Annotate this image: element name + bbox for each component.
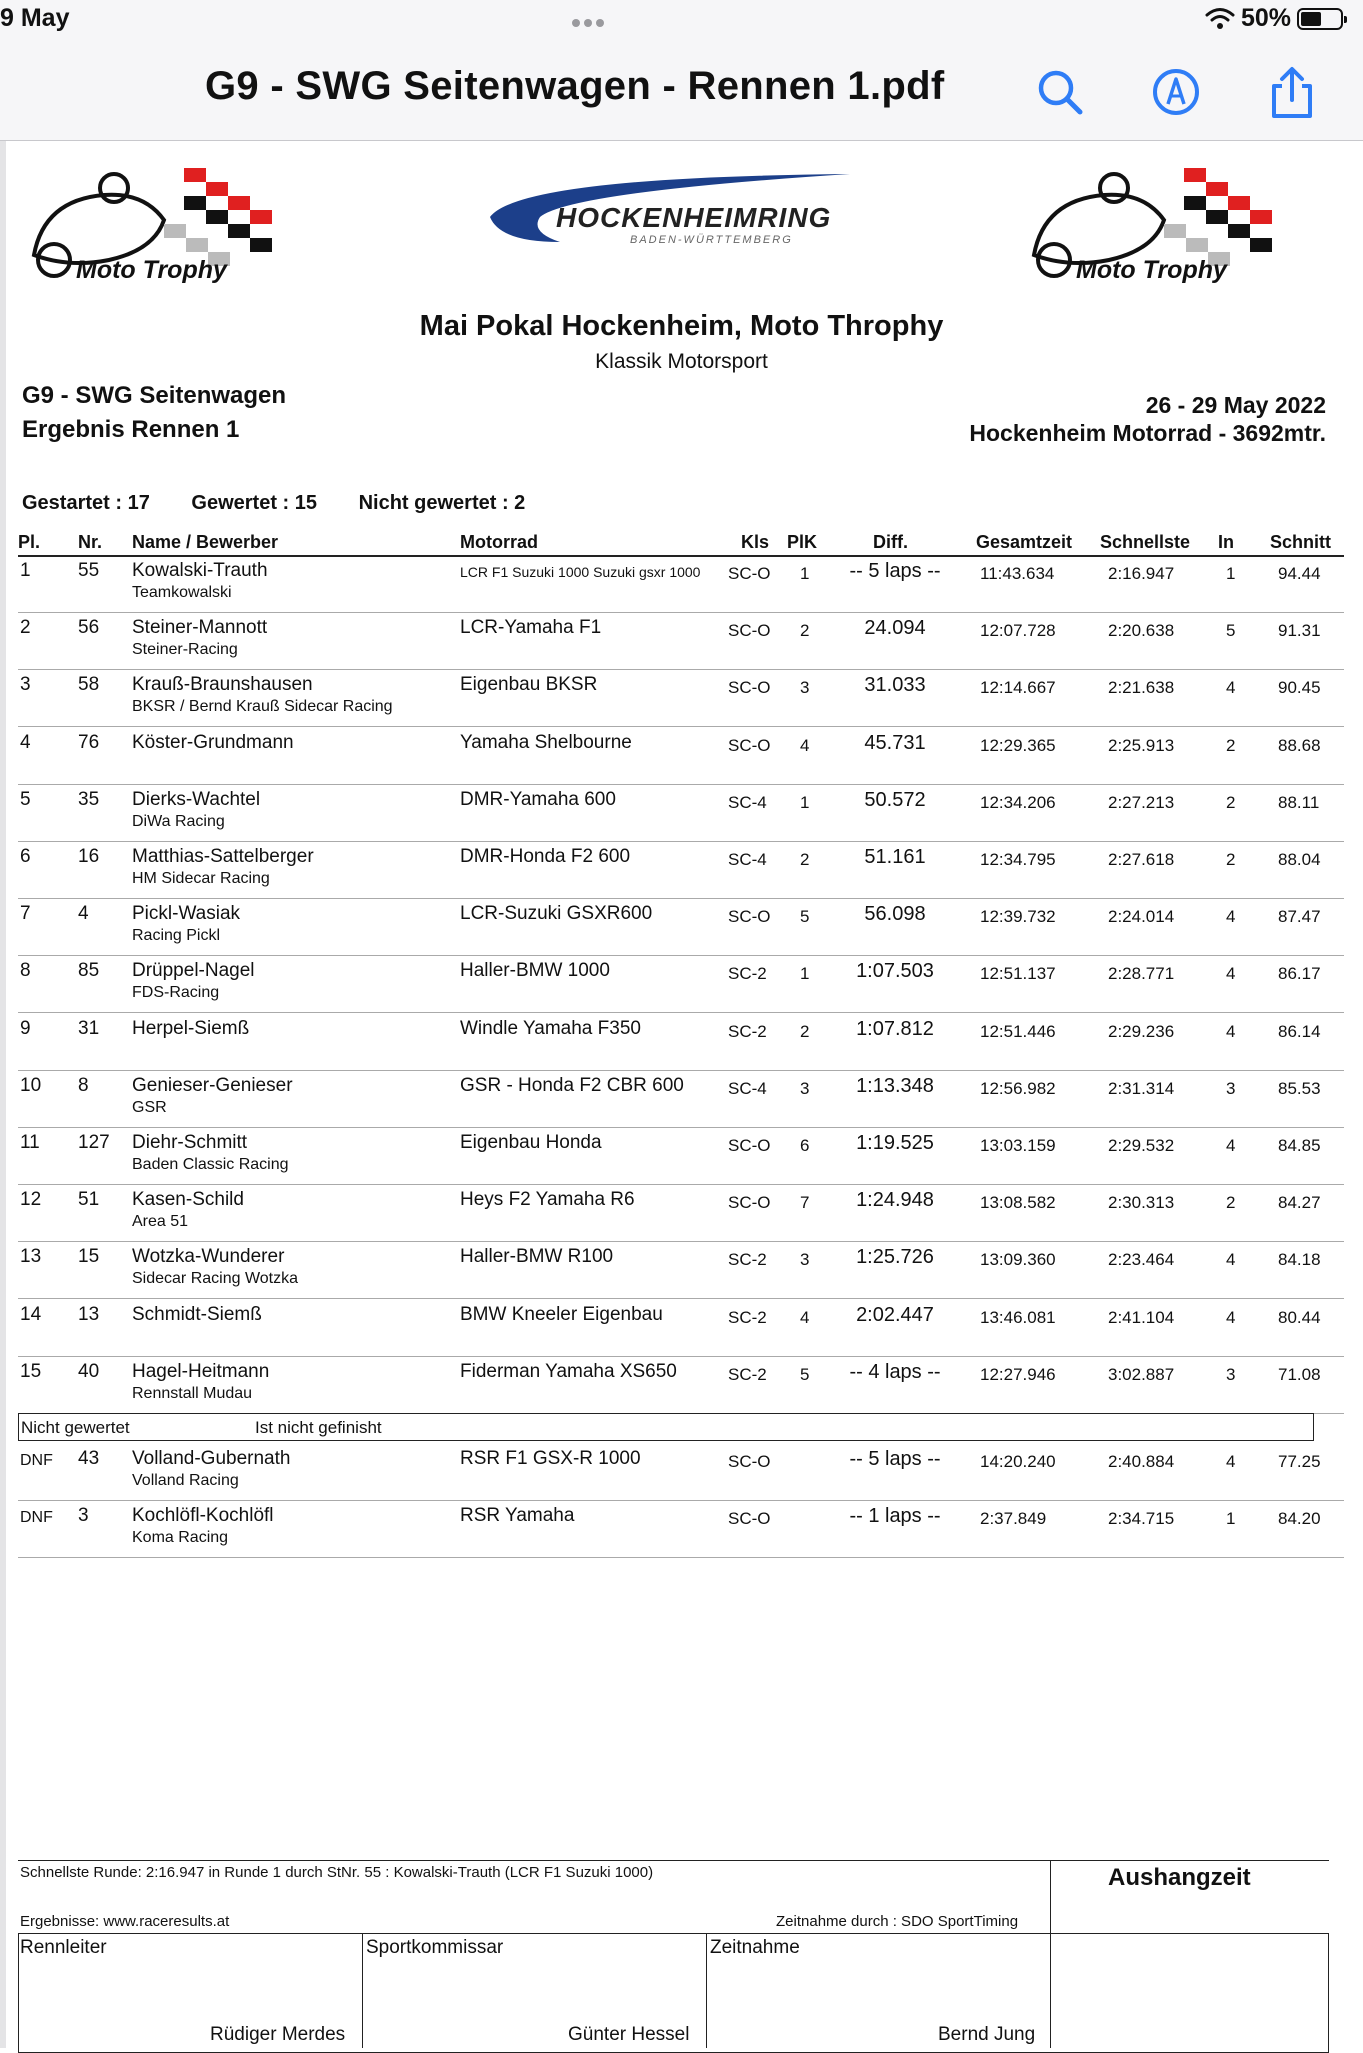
start-number: 35	[78, 788, 100, 810]
event-title: Mai Pokal Hockenheim, Moto Throphy	[419, 310, 944, 342]
start-number: 31	[78, 1017, 100, 1039]
team-name: HM Sidecar Racing	[132, 870, 270, 887]
class-place: 3	[800, 678, 810, 698]
fastest-in-lap: 3	[1226, 1078, 1236, 1098]
average-speed: 88.68	[1278, 735, 1321, 755]
fastest-in-lap: 4	[1226, 1452, 1236, 1471]
start-number: 16	[78, 846, 100, 867]
team-name: Steiner-Racing	[132, 641, 238, 659]
table-row	[0, 1185, 1363, 1242]
motorcycle: DMR-Yamaha 600	[460, 788, 616, 810]
average-speed: 80.44	[1278, 1307, 1321, 1327]
place: 13	[20, 1246, 42, 1268]
driver-name: Hagel-Heitmann	[132, 1360, 270, 1382]
place: 8	[20, 960, 31, 982]
place: 10	[20, 1074, 42, 1096]
col-fast: Schnellste	[1100, 532, 1191, 552]
share-icon[interactable]	[1264, 64, 1320, 120]
fastest-lap: 2:31.314	[1108, 1078, 1175, 1098]
difference: -- 5 laps --	[849, 1448, 941, 1470]
signature-divider-1	[362, 1933, 363, 2048]
start-number: 8	[78, 1074, 89, 1096]
total-time: 12:14.667	[980, 678, 1056, 698]
total-time: 12:07.728	[980, 621, 1056, 641]
driver-name: Schmidt-Siemß	[132, 1303, 262, 1325]
team-name: Racing Pickl	[132, 927, 221, 945]
motorcycle: Eigenbau BKSR	[460, 674, 598, 696]
fastest-in-lap: 2	[1226, 735, 1236, 755]
started-count: Gestartet : 17	[22, 492, 150, 514]
class-place: 1	[800, 964, 810, 984]
class-place: 6	[800, 1136, 810, 1155]
fastest-in-lap: 2	[1226, 850, 1236, 869]
difference: 45.731	[864, 731, 926, 754]
fastest-in-lap: 5	[1226, 621, 1236, 641]
class-place: 1	[800, 792, 810, 812]
fastest-lap: 2:20.638	[1108, 621, 1175, 641]
driver-name: Kasen-Schild	[132, 1189, 244, 1211]
motorcycle: Windle Yamaha F350	[460, 1017, 641, 1039]
motorcycle: Heys F2 Yamaha R6	[460, 1189, 635, 1211]
difference: 1:25.726	[856, 1246, 934, 1269]
hockenheimring-sub: BADEN-WÜRTTEMBERG	[630, 234, 793, 246]
rated-count: Gewertet : 15	[191, 492, 318, 514]
start-number: 15	[78, 1246, 100, 1268]
average-speed: 86.17	[1278, 964, 1321, 984]
place: DNF	[20, 1452, 53, 1469]
fastest-lap: 2:30.313	[1108, 1193, 1175, 1213]
class-place: 2	[800, 621, 810, 641]
team-name: Baden Classic Racing	[132, 1156, 289, 1173]
driver-name: Dierks-Wachtel	[132, 788, 261, 810]
class: SC-2	[728, 1250, 767, 1270]
difference: 1:07.812	[856, 1017, 934, 1040]
table-row	[0, 556, 1363, 613]
driver-name: Wotzka-Wunderer	[132, 1246, 285, 1268]
fastest-lap: 2:21.638	[1108, 678, 1175, 698]
difference: 1:13.348	[856, 1074, 934, 1097]
class: SC-2	[728, 964, 767, 984]
class-place: 4	[800, 1307, 810, 1327]
place: 4	[20, 731, 31, 753]
sportkommissar-label: Sportkommissar	[366, 1937, 504, 1958]
status-bar	[0, 0, 1363, 40]
class: SC-O	[728, 1136, 771, 1155]
class: SC-O	[728, 735, 771, 755]
average-speed: 84.27	[1278, 1193, 1321, 1213]
start-number: 85	[78, 960, 100, 982]
zeitnahme-name: Bernd Jung	[938, 2024, 1036, 2045]
team-name: BKSR / Bernd Krauß Sidecar Racing	[132, 698, 393, 716]
difference: 1:19.525	[856, 1132, 934, 1154]
fastest-lap: 2:25.913	[1108, 735, 1175, 755]
class: SC-4	[728, 850, 767, 869]
motorcycle: Yamaha Shelbourne	[460, 731, 632, 753]
place: 11	[20, 1132, 40, 1153]
table-row	[0, 1128, 1363, 1185]
driver-name: Kowalski-Trauth	[132, 560, 268, 581]
fastest-lap: 2:41.104	[1108, 1307, 1175, 1327]
place: DNF	[20, 1509, 53, 1527]
fastest-in-lap: 2	[1226, 1193, 1236, 1213]
not-rated-label: Nicht gewertet	[21, 1418, 130, 1437]
motorcycle: Fiderman Yamaha XS650	[460, 1360, 677, 1382]
motorcycle: RSR Yamaha	[460, 1505, 575, 1527]
document-title: G9 - SWG Seitenwagen - Rennen 1.pdf	[205, 64, 945, 108]
total-time: 14:20.240	[980, 1452, 1056, 1471]
col-in: In	[1218, 532, 1234, 552]
results-url: Ergebnisse: www.raceresults.at	[20, 1913, 230, 1930]
difference: 24.094	[864, 617, 926, 640]
document-toolbar	[0, 40, 1363, 141]
col-diff: Diff.	[873, 532, 908, 552]
fastest-lap: 2:29.532	[1108, 1136, 1175, 1155]
driver-name: Kochlöfl-Kochlöfl	[132, 1505, 274, 1527]
class: SC-O	[728, 907, 771, 927]
table-row	[0, 1300, 1363, 1357]
fastest-in-lap: 4	[1226, 907, 1236, 927]
table-row	[0, 1501, 1363, 1558]
driver-name: Köster-Grundmann	[132, 731, 294, 753]
footer-top-rule	[18, 1860, 1051, 1861]
motorcycle: LCR-Suzuki GSXR600	[460, 903, 653, 925]
total-time: 12:34.795	[980, 850, 1056, 869]
table-row	[0, 899, 1363, 956]
multitask-dots[interactable]	[572, 14, 608, 32]
class: SC-2	[728, 1307, 767, 1327]
rennleiter-label: Rennleiter	[20, 1937, 107, 1958]
average-speed: 90.45	[1278, 678, 1321, 698]
col-plk: PlK	[787, 532, 818, 552]
difference: -- 5 laps --	[849, 560, 941, 582]
team-name: Volland Racing	[132, 1472, 239, 1489]
team-name: FDS-Racing	[132, 984, 220, 1002]
table-row	[0, 613, 1363, 670]
driver-name: Diehr-Schmitt	[132, 1132, 248, 1153]
status-right	[1205, 4, 1343, 33]
col-name: Name / Bewerber	[132, 532, 279, 552]
motorcycle: LCR F1 Suzuki 1000 Suzuki gsxr 1000	[460, 564, 701, 580]
event-dates: 26 - 29 May 2022	[1145, 392, 1326, 418]
class: SC-4	[728, 1078, 767, 1098]
battery-percent: 50%	[1240, 4, 1291, 32]
fastest-lap: 2:34.715	[1108, 1509, 1175, 1529]
start-number: 127	[78, 1132, 110, 1153]
place: 5	[20, 788, 31, 810]
start-number: 51	[78, 1189, 100, 1211]
team-name: Area 51	[132, 1213, 189, 1231]
table-row	[0, 1242, 1363, 1299]
class-place: 3	[800, 1250, 810, 1270]
footer-top-rule-right	[1051, 1860, 1329, 1861]
team-name: GSR	[132, 1098, 167, 1116]
motorcycle: RSR F1 GSX-R 1000	[460, 1448, 641, 1469]
fastest-lap: 3:02.887	[1108, 1364, 1175, 1384]
start-number: 58	[78, 674, 100, 696]
fastest-lap: 2:27.618	[1108, 850, 1175, 869]
fastest-in-lap: 4	[1226, 1021, 1236, 1041]
fastest-lap: 2:28.771	[1108, 964, 1175, 984]
moto-trophy-logo-left	[14, 160, 334, 290]
status-time: 9 May	[0, 4, 70, 32]
class-place: 5	[800, 1364, 810, 1384]
difference: 2:02.447	[856, 1303, 934, 1326]
motorcycle: BMW Kneeler Eigenbau	[460, 1303, 663, 1325]
start-number: 56	[78, 617, 100, 639]
total-time: 2:37.849	[980, 1509, 1047, 1529]
class-place: 4	[800, 735, 810, 755]
place: 6	[20, 846, 31, 867]
average-speed: 85.53	[1278, 1078, 1321, 1098]
motorcycle: GSR - Honda F2 CBR 600	[460, 1074, 684, 1096]
total-time: 12:39.732	[980, 907, 1056, 927]
sportkommissar-name: Günter Hessel	[568, 2024, 690, 2045]
zeitnahme-label: Zeitnahme	[710, 1937, 800, 1958]
fastest-in-lap: 4	[1226, 1307, 1236, 1327]
class: SC-O	[728, 1452, 771, 1471]
average-speed: 88.11	[1278, 792, 1320, 812]
class: SC-4	[728, 792, 767, 812]
class-place: 7	[800, 1193, 810, 1213]
driver-name: Pickl-Wasiak	[132, 903, 241, 925]
class: SC-O	[728, 564, 771, 583]
fastest-in-lap: 1	[1226, 1509, 1236, 1529]
place: 2	[20, 617, 31, 639]
average-speed: 71.08	[1278, 1364, 1321, 1384]
total-time: 11:43.634	[980, 564, 1055, 583]
search-icon[interactable]	[1032, 64, 1088, 120]
hockenheimring-name: HOCKENHEIMRING	[556, 202, 832, 233]
class-name: G9 - SWG Seitenwagen	[22, 382, 287, 409]
average-speed: 94.44	[1278, 564, 1321, 583]
average-speed: 86.14	[1278, 1021, 1321, 1041]
col-nr: Nr.	[78, 532, 103, 552]
fastest-lap: 2:23.464	[1108, 1250, 1175, 1270]
motorcycle: DMR-Honda F2 600	[460, 846, 631, 867]
place: 9	[20, 1017, 31, 1039]
fastest-in-lap: 1	[1226, 564, 1236, 583]
class-place: 2	[800, 1021, 810, 1041]
table-row	[0, 956, 1363, 1013]
team-name: Rennstall Mudau	[132, 1384, 253, 1402]
col-kls: Kls	[741, 532, 770, 552]
driver-name: Krauß-Braunshausen	[132, 674, 313, 696]
not-rated-reason: Ist nicht gefinisht	[255, 1418, 382, 1437]
difference: -- 4 laps --	[849, 1360, 941, 1383]
place: 15	[20, 1360, 42, 1382]
place: 3	[20, 674, 31, 696]
table-row	[0, 670, 1363, 727]
difference: 1:24.948	[856, 1189, 934, 1212]
fastest-in-lap: 2	[1226, 792, 1236, 812]
not-rated-count: Nicht gewertet : 2	[358, 492, 526, 514]
table-row	[0, 1357, 1363, 1414]
table-row	[0, 1444, 1363, 1501]
place: 12	[20, 1189, 42, 1211]
average-speed: 84.85	[1278, 1136, 1321, 1155]
rennleiter-name: Rüdiger Merdes	[210, 2024, 346, 2045]
average-speed: 91.31	[1278, 621, 1321, 641]
markup-icon[interactable]	[1148, 64, 1204, 120]
fastest-lap-note: Schnellste Runde: 2:16.947 in Runde 1 durch StNr. 55 : Kowalski-Trauth (LCR F1 Suzuki 1000)	[20, 1864, 654, 1881]
motorcycle: LCR-Yamaha F1	[460, 617, 602, 639]
class: SC-O	[728, 1509, 771, 1529]
moto-trophy-text: Moto Trophy	[1076, 256, 1227, 284]
driver-name: Genieser-Genieser	[132, 1074, 293, 1096]
col-avg: Schnitt	[1270, 532, 1331, 552]
driver-name: Volland-Gubernath	[132, 1448, 291, 1469]
class: SC-2	[728, 1021, 767, 1041]
difference: 31.033	[864, 674, 926, 697]
average-speed: 84.20	[1278, 1509, 1321, 1529]
table-row	[0, 1014, 1363, 1071]
table-row	[0, 785, 1363, 842]
aushang-label: Aushangzeit	[1108, 1864, 1251, 1891]
moto-trophy-logo-right	[1014, 160, 1334, 290]
team-name: Teamkowalski	[132, 584, 232, 601]
start-number: 13	[78, 1303, 100, 1325]
total-time: 12:27.946	[980, 1364, 1056, 1384]
class: SC-O	[728, 621, 771, 641]
total-time: 12:51.137	[980, 964, 1056, 984]
total-time: 12:29.365	[980, 735, 1056, 755]
start-counts	[22, 492, 561, 515]
driver-name: Herpel-Siemß	[132, 1017, 250, 1039]
not-rated-section	[18, 1413, 1314, 1441]
col-total: Gesamtzeit	[976, 532, 1073, 552]
total-time: 12:51.446	[980, 1021, 1056, 1041]
battery-icon	[1297, 8, 1343, 30]
start-number: 3	[78, 1505, 89, 1527]
class-place: 3	[800, 1078, 810, 1098]
signature-divider-2	[706, 1933, 707, 2048]
col-bike: Motorrad	[460, 532, 538, 552]
fastest-in-lap: 4	[1226, 678, 1236, 698]
start-number: 43	[78, 1448, 100, 1469]
fastest-lap: 2:24.014	[1108, 907, 1175, 927]
total-time: 13:08.582	[980, 1193, 1056, 1213]
row-divider	[18, 1557, 1344, 1558]
driver-name: Steiner-Mannott	[132, 617, 268, 639]
start-number: 55	[78, 560, 100, 581]
driver-name: Drüppel-Nagel	[132, 960, 255, 982]
place: 1	[20, 560, 31, 581]
fastest-lap: 2:27.213	[1108, 792, 1175, 812]
difference: 50.572	[864, 788, 926, 811]
fastest-in-lap: 4	[1226, 964, 1236, 984]
average-speed: 88.04	[1278, 850, 1321, 869]
start-number: 4	[78, 903, 89, 925]
event-venue: Hockenheim Motorrad - 3692mtr.	[969, 420, 1326, 446]
class-place: 2	[800, 850, 810, 869]
start-number: 40	[78, 1360, 100, 1382]
fastest-in-lap: 3	[1226, 1364, 1236, 1384]
class: SC-2	[728, 1364, 767, 1384]
team-name: Sidecar Racing Wotzka	[132, 1270, 298, 1288]
result-title: Ergebnis Rennen 1	[22, 416, 240, 443]
difference: -- 1 laps --	[849, 1505, 941, 1528]
average-speed: 84.18	[1278, 1250, 1321, 1270]
driver-name: Matthias-Sattelberger	[132, 846, 314, 867]
total-time: 12:56.982	[980, 1078, 1056, 1098]
fastest-in-lap: 4	[1226, 1136, 1236, 1155]
team-name: Koma Racing	[132, 1529, 229, 1547]
class-place: 1	[800, 564, 810, 583]
motorcycle: Eigenbau Honda	[460, 1132, 602, 1153]
average-speed: 77.25	[1278, 1452, 1321, 1471]
class: SC-O	[728, 678, 771, 698]
timing-provider: Zeitnahme durch : SDO SportTiming	[776, 1913, 1019, 1930]
difference: 56.098	[864, 903, 926, 926]
motorcycle: Haller-BMW R100	[460, 1246, 614, 1268]
event-subtitle: Klassik Motorsport	[595, 350, 768, 373]
difference: 51.161	[864, 846, 926, 868]
average-speed: 87.47	[1278, 907, 1321, 927]
fastest-lap: 2:40.884	[1108, 1452, 1175, 1471]
team-name: DiWa Racing	[132, 812, 225, 830]
motorcycle: Haller-BMW 1000	[460, 960, 610, 982]
total-time: 13:46.081	[980, 1307, 1056, 1327]
fastest-lap: 2:16.947	[1108, 564, 1175, 583]
table-row	[0, 1071, 1363, 1128]
total-time: 12:34.206	[980, 792, 1056, 812]
moto-trophy-text: Moto Trophy	[76, 256, 227, 284]
hockenheimring-logo	[480, 172, 860, 262]
total-time: 13:03.159	[980, 1136, 1056, 1155]
table-row	[0, 842, 1363, 899]
start-number: 76	[78, 731, 100, 753]
col-pl: Pl.	[18, 532, 41, 552]
wifi-icon	[1205, 7, 1235, 31]
fastest-lap: 2:29.236	[1108, 1021, 1175, 1041]
place: 7	[20, 903, 31, 925]
class: SC-O	[728, 1193, 771, 1213]
difference: 1:07.503	[856, 960, 934, 983]
class-place: 5	[800, 907, 810, 927]
fastest-in-lap: 4	[1226, 1250, 1236, 1270]
place: 14	[20, 1303, 42, 1325]
table-row	[0, 728, 1363, 785]
total-time: 13:09.360	[980, 1250, 1056, 1270]
